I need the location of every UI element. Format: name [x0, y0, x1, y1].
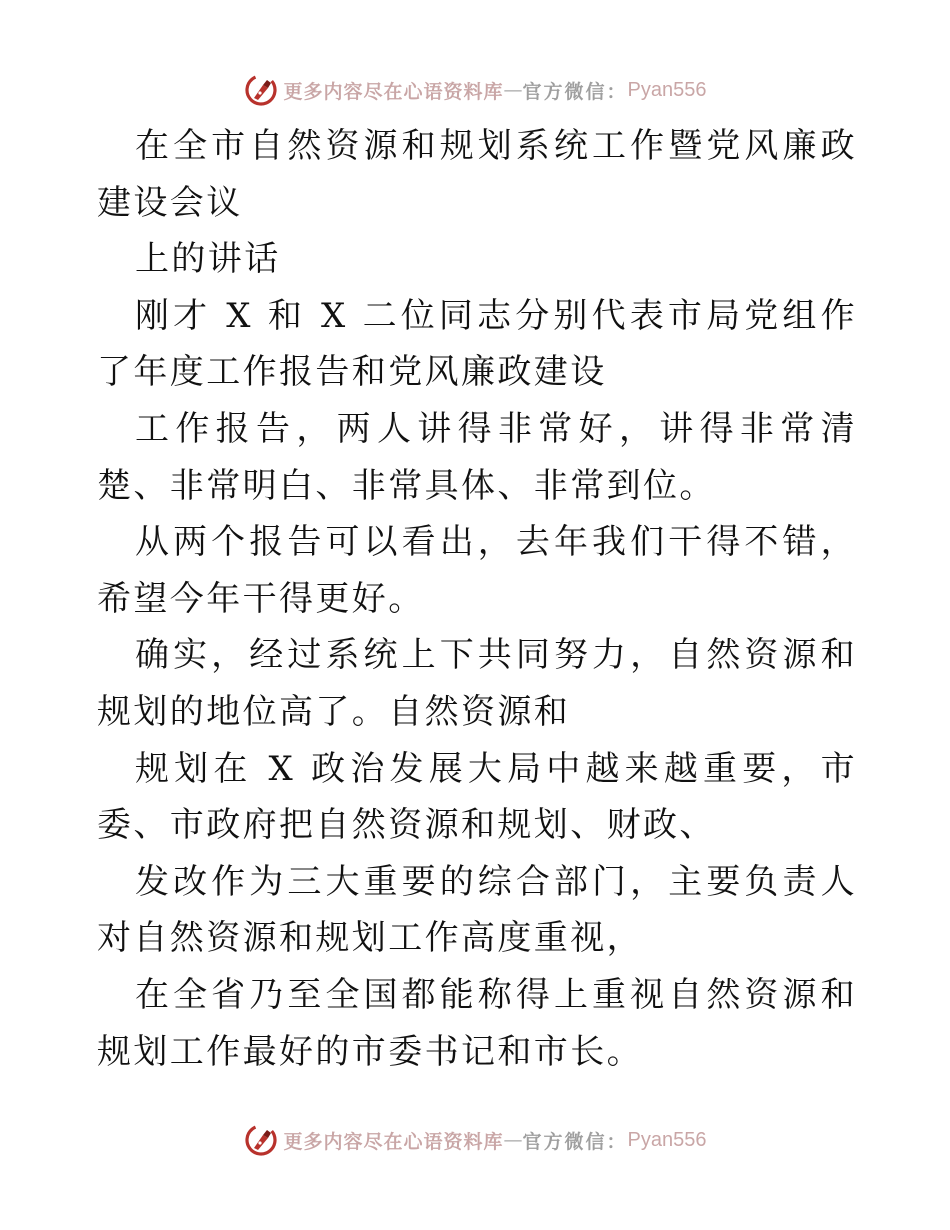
banner-dash: —: [503, 79, 523, 101]
banner-wechat-id: Pyan556: [627, 78, 707, 101]
paragraph: 在全省乃至全国都能称得上重视自然资源和规划工作最好的市委书记和市长。: [97, 974, 857, 1072]
pen-nib-logo-icon: [244, 73, 278, 107]
paragraph: 工作报告，两人讲得非常好，讲得非常清楚、非常明白、非常具体、非常到位。: [97, 408, 857, 506]
paragraph: 发改作为三大重要的综合部门，主要负责人对自然资源和规划工作高度重视，: [97, 861, 857, 959]
paragraph: 刚才 X 和 X 二位同志分别代表市局党组作了年度工作报告和党风廉政建设: [97, 295, 857, 393]
header-watermark-banner: [0, 70, 950, 110]
footer-watermark-banner: [0, 1120, 950, 1160]
banner-main-text: 更多内容尽在心语资料库: [283, 80, 504, 103]
banner-wechat-label: 官方微信：: [522, 1130, 628, 1153]
paragraph: 在全市自然资源和规划系统工作暨党风廉政建设会议: [97, 126, 857, 223]
paragraph: 确实，经过系统上下共同努力，自然资源和规划的地位高了。自然资源和: [97, 635, 857, 732]
paragraph: 从两个报告可以看出，去年我们干得不错，希望今年干得更好。: [97, 522, 857, 619]
paragraph: 上的讲话: [135, 239, 281, 280]
document-body: [97, 118, 857, 1080]
banner-main-text: 更多内容尽在心语资料库: [283, 1130, 504, 1153]
banner-wechat-id: Pyan556: [627, 1128, 707, 1151]
banner-wechat-label: 官方微信：: [522, 80, 628, 103]
paragraph: 规划在 X 政治发展大局中越来越重要，市委、市政府把自然资源和规划、财政、: [97, 748, 857, 846]
pen-nib-logo-icon: [244, 1123, 278, 1157]
banner-dash: —: [503, 1129, 523, 1151]
